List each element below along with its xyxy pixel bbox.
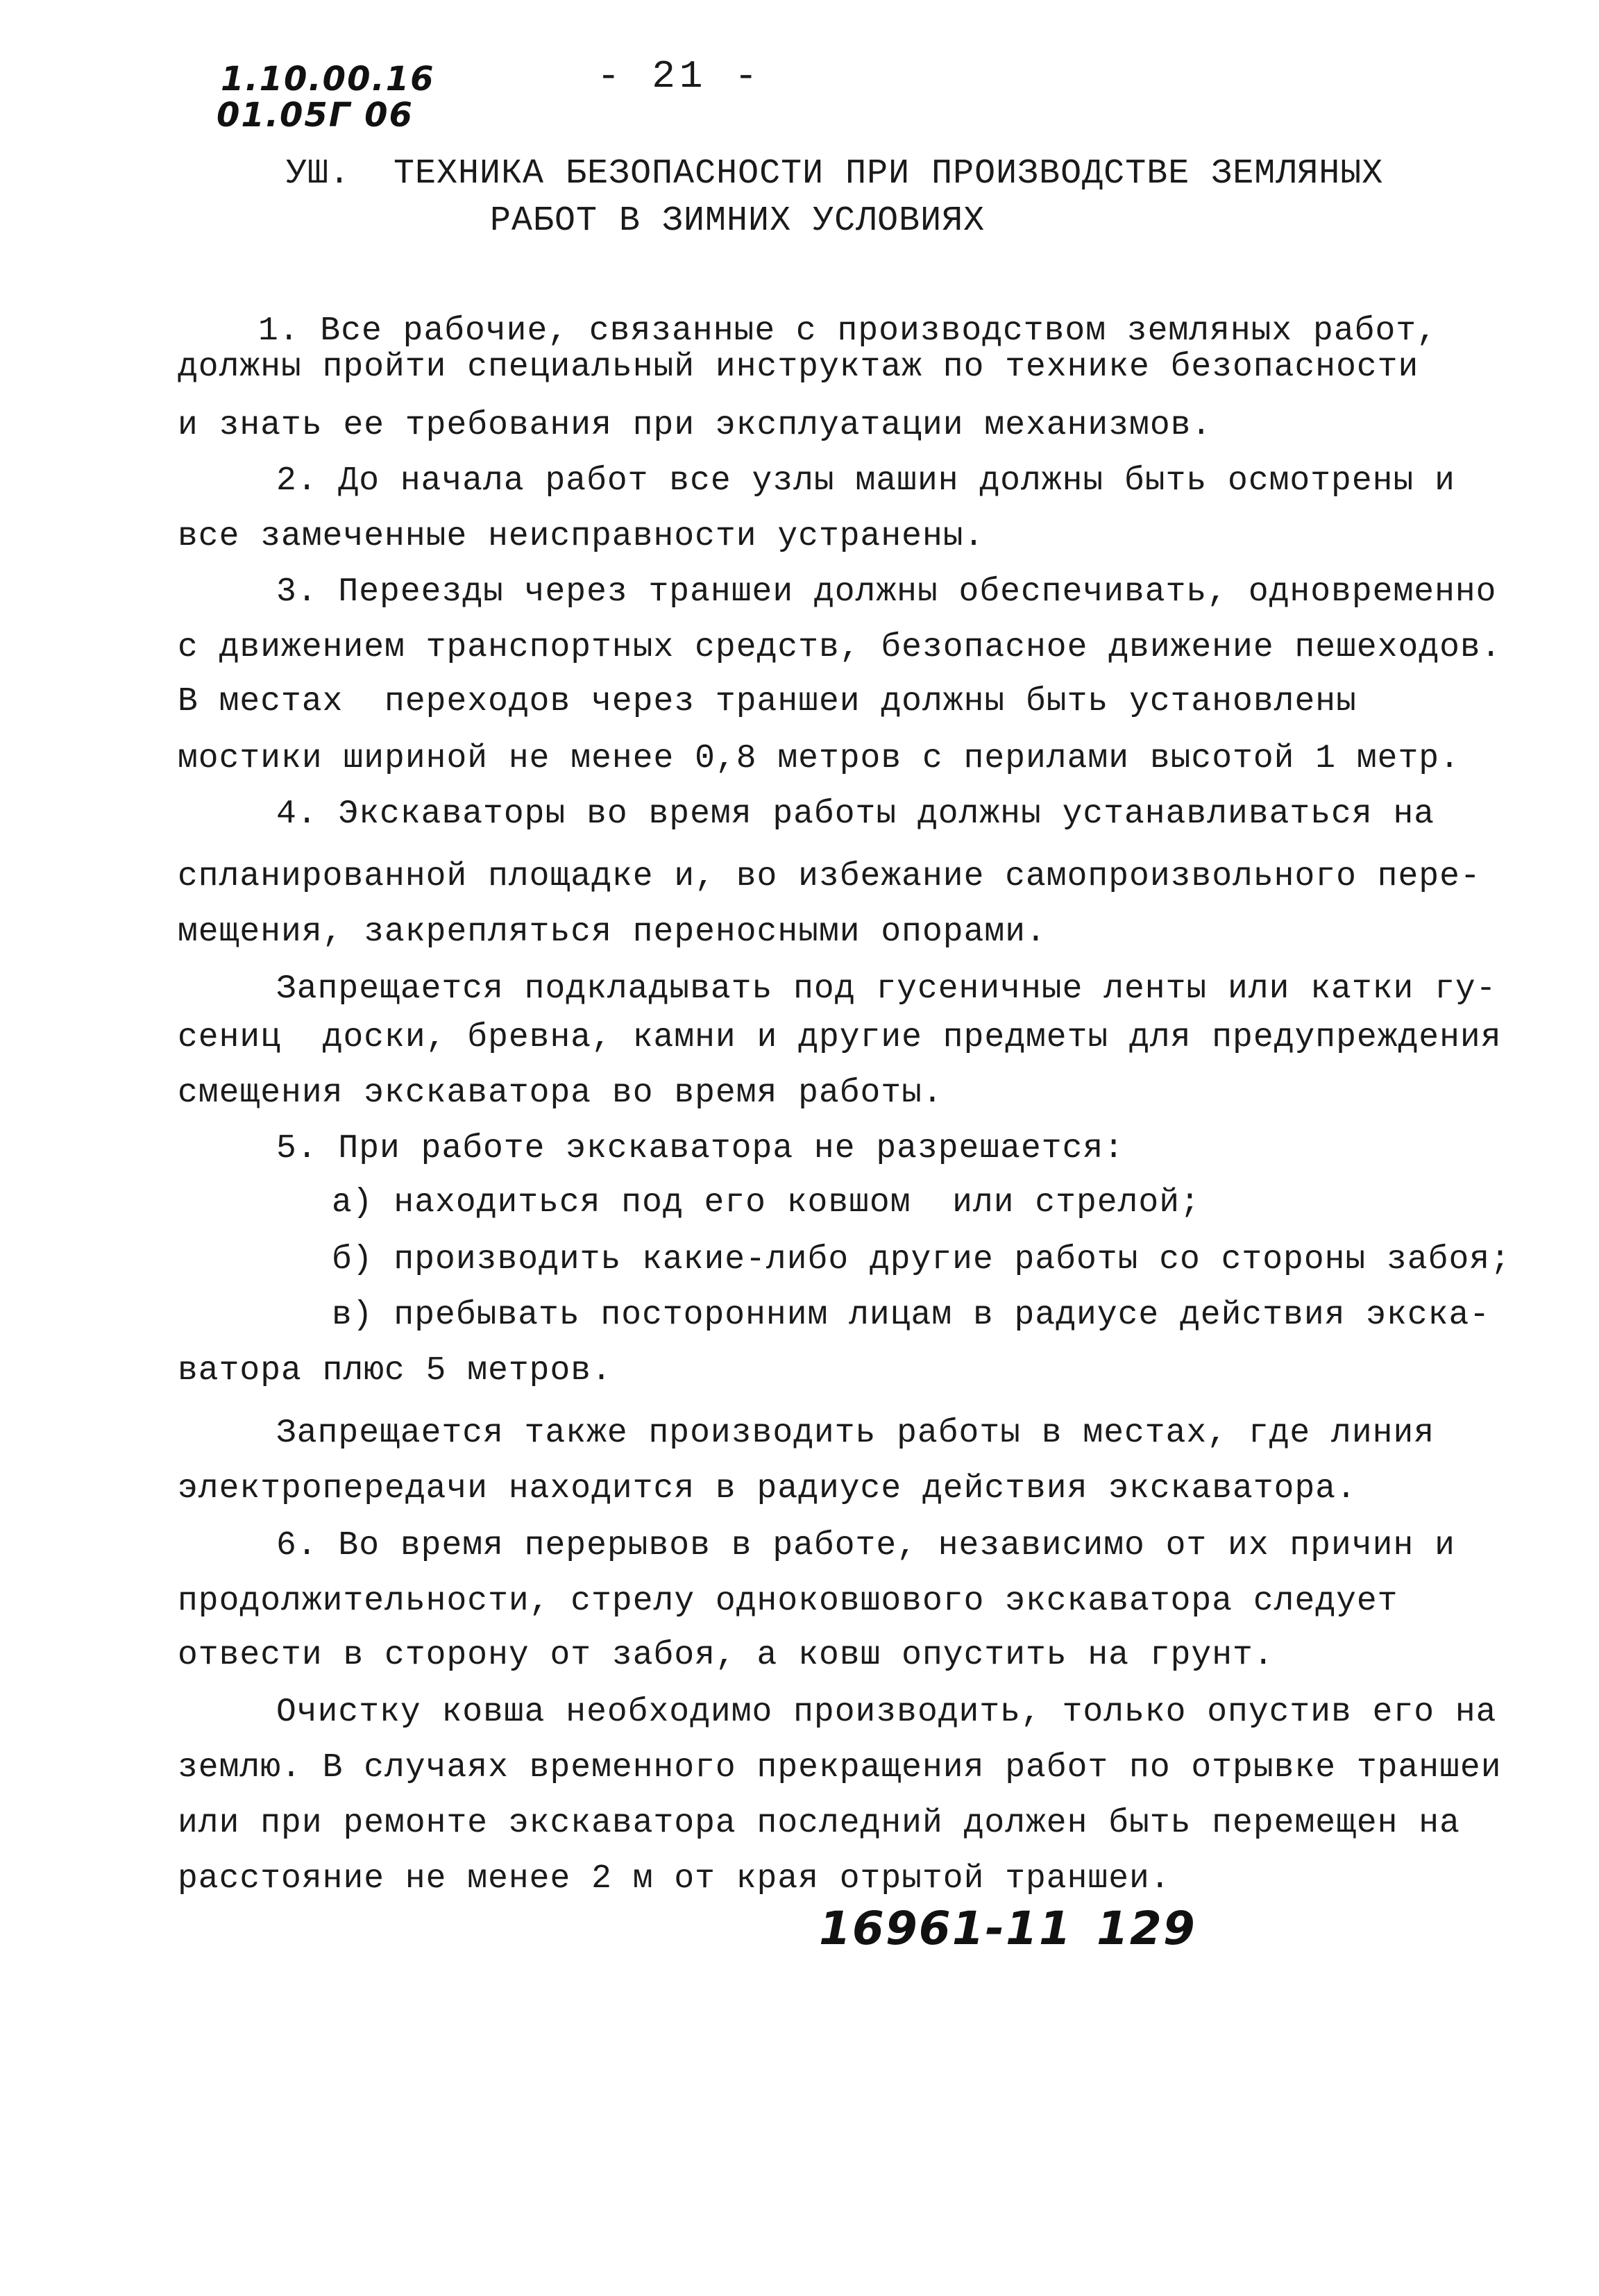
- text-line: Очистку ковша необходимо производить, только опустив его на: [276, 1694, 1497, 1731]
- text-line: 2. До начала работ все узлы машин должны быть осмотрены и: [276, 462, 1455, 500]
- text-line: б) производить какие-либо другие работы со стороны забоя;: [332, 1241, 1511, 1278]
- document-code-line-2: 01.05Г 06: [217, 96, 414, 135]
- text-line: землю. В случаях временного прекращения работ по отрывке траншеи: [178, 1749, 1502, 1787]
- text-line: расстояние не менее 2 м от края отрытой траншеи.: [178, 1860, 1171, 1898]
- text-line: мостики шириной не менее 0,8 метров с перилами высотой 1 метр.: [178, 740, 1460, 777]
- text-line: спланированной площадке и, во избежание самопроизвольного пере-: [178, 858, 1481, 895]
- text-line: а) находиться под его ковшом или стрелой;: [332, 1184, 1201, 1222]
- text-line: отвести в сторону от забоя, а ковш опустить на грунт.: [178, 1637, 1274, 1674]
- text-line: Запрещается также производить работы в местах, где линия: [276, 1415, 1435, 1452]
- text-line: 4. Экскаваторы во время работы должны устанавливаться на: [276, 795, 1435, 833]
- text-line: или при ремонте экскаватора последний должен быть перемещен на: [178, 1805, 1460, 1842]
- section-title-line-2: РАБОТ В ЗИМНИХ УСЛОВИЯХ: [490, 201, 985, 241]
- text-line: все замеченные неисправности устранены.: [178, 518, 985, 555]
- document-code-line-1: 1.10.00.16: [221, 60, 435, 99]
- text-line: с движением транспортных средств, безопасное движение пешеходов.: [178, 629, 1502, 666]
- text-line: в) пребывать посторонним лицам в радиусе действия экска-: [332, 1297, 1491, 1334]
- text-line: 5. При работе экскаватора не разрешается:: [276, 1130, 1124, 1167]
- text-line: 6. Во время перерывов в работе, независимо от их причин и: [276, 1527, 1455, 1564]
- handwritten-page-number: 129: [1097, 1902, 1196, 1955]
- text-line: электропередачи находится в радиусе действия экскаватора.: [178, 1470, 1357, 1508]
- text-line: Запрещается подкладывать под гусеничные ленты или катки гу-: [276, 970, 1497, 1008]
- text-line: ватора плюс 5 метров.: [178, 1352, 612, 1390]
- text-line: 3. Переезды через траншеи должны обеспечивать, одновременно: [276, 573, 1497, 611]
- text-line: продолжительности, стрелу одноковшового экскаватора следует: [178, 1582, 1398, 1620]
- page-number: - 21 -: [597, 54, 762, 99]
- section-title-line-1: УШ. ТЕХНИКА БЕЗОПАСНОСТИ ПРИ ПРОИЗВОДСТВЕ ЗЕМЛЯНЫХ: [286, 154, 1384, 194]
- text-line: 1. Все рабочие, связанные с производством земляных работ,: [258, 312, 1437, 350]
- text-line: В местах переходов через траншеи должны быть установлены: [178, 683, 1357, 720]
- text-line: и знать ее требования при эксплуатации механизмов.: [178, 407, 1212, 444]
- text-line: должны пройти специальный инструктаж по технике безопасности: [178, 348, 1419, 386]
- text-line: смещения экскаватора во время работы.: [178, 1074, 943, 1112]
- text-line: сениц доски, бревна, камни и другие предметы для предупреждения: [178, 1019, 1502, 1056]
- text-line: мещения, закрепляться переносными опорами.: [178, 913, 1047, 951]
- handwritten-number: 16961-11: [819, 1902, 1072, 1955]
